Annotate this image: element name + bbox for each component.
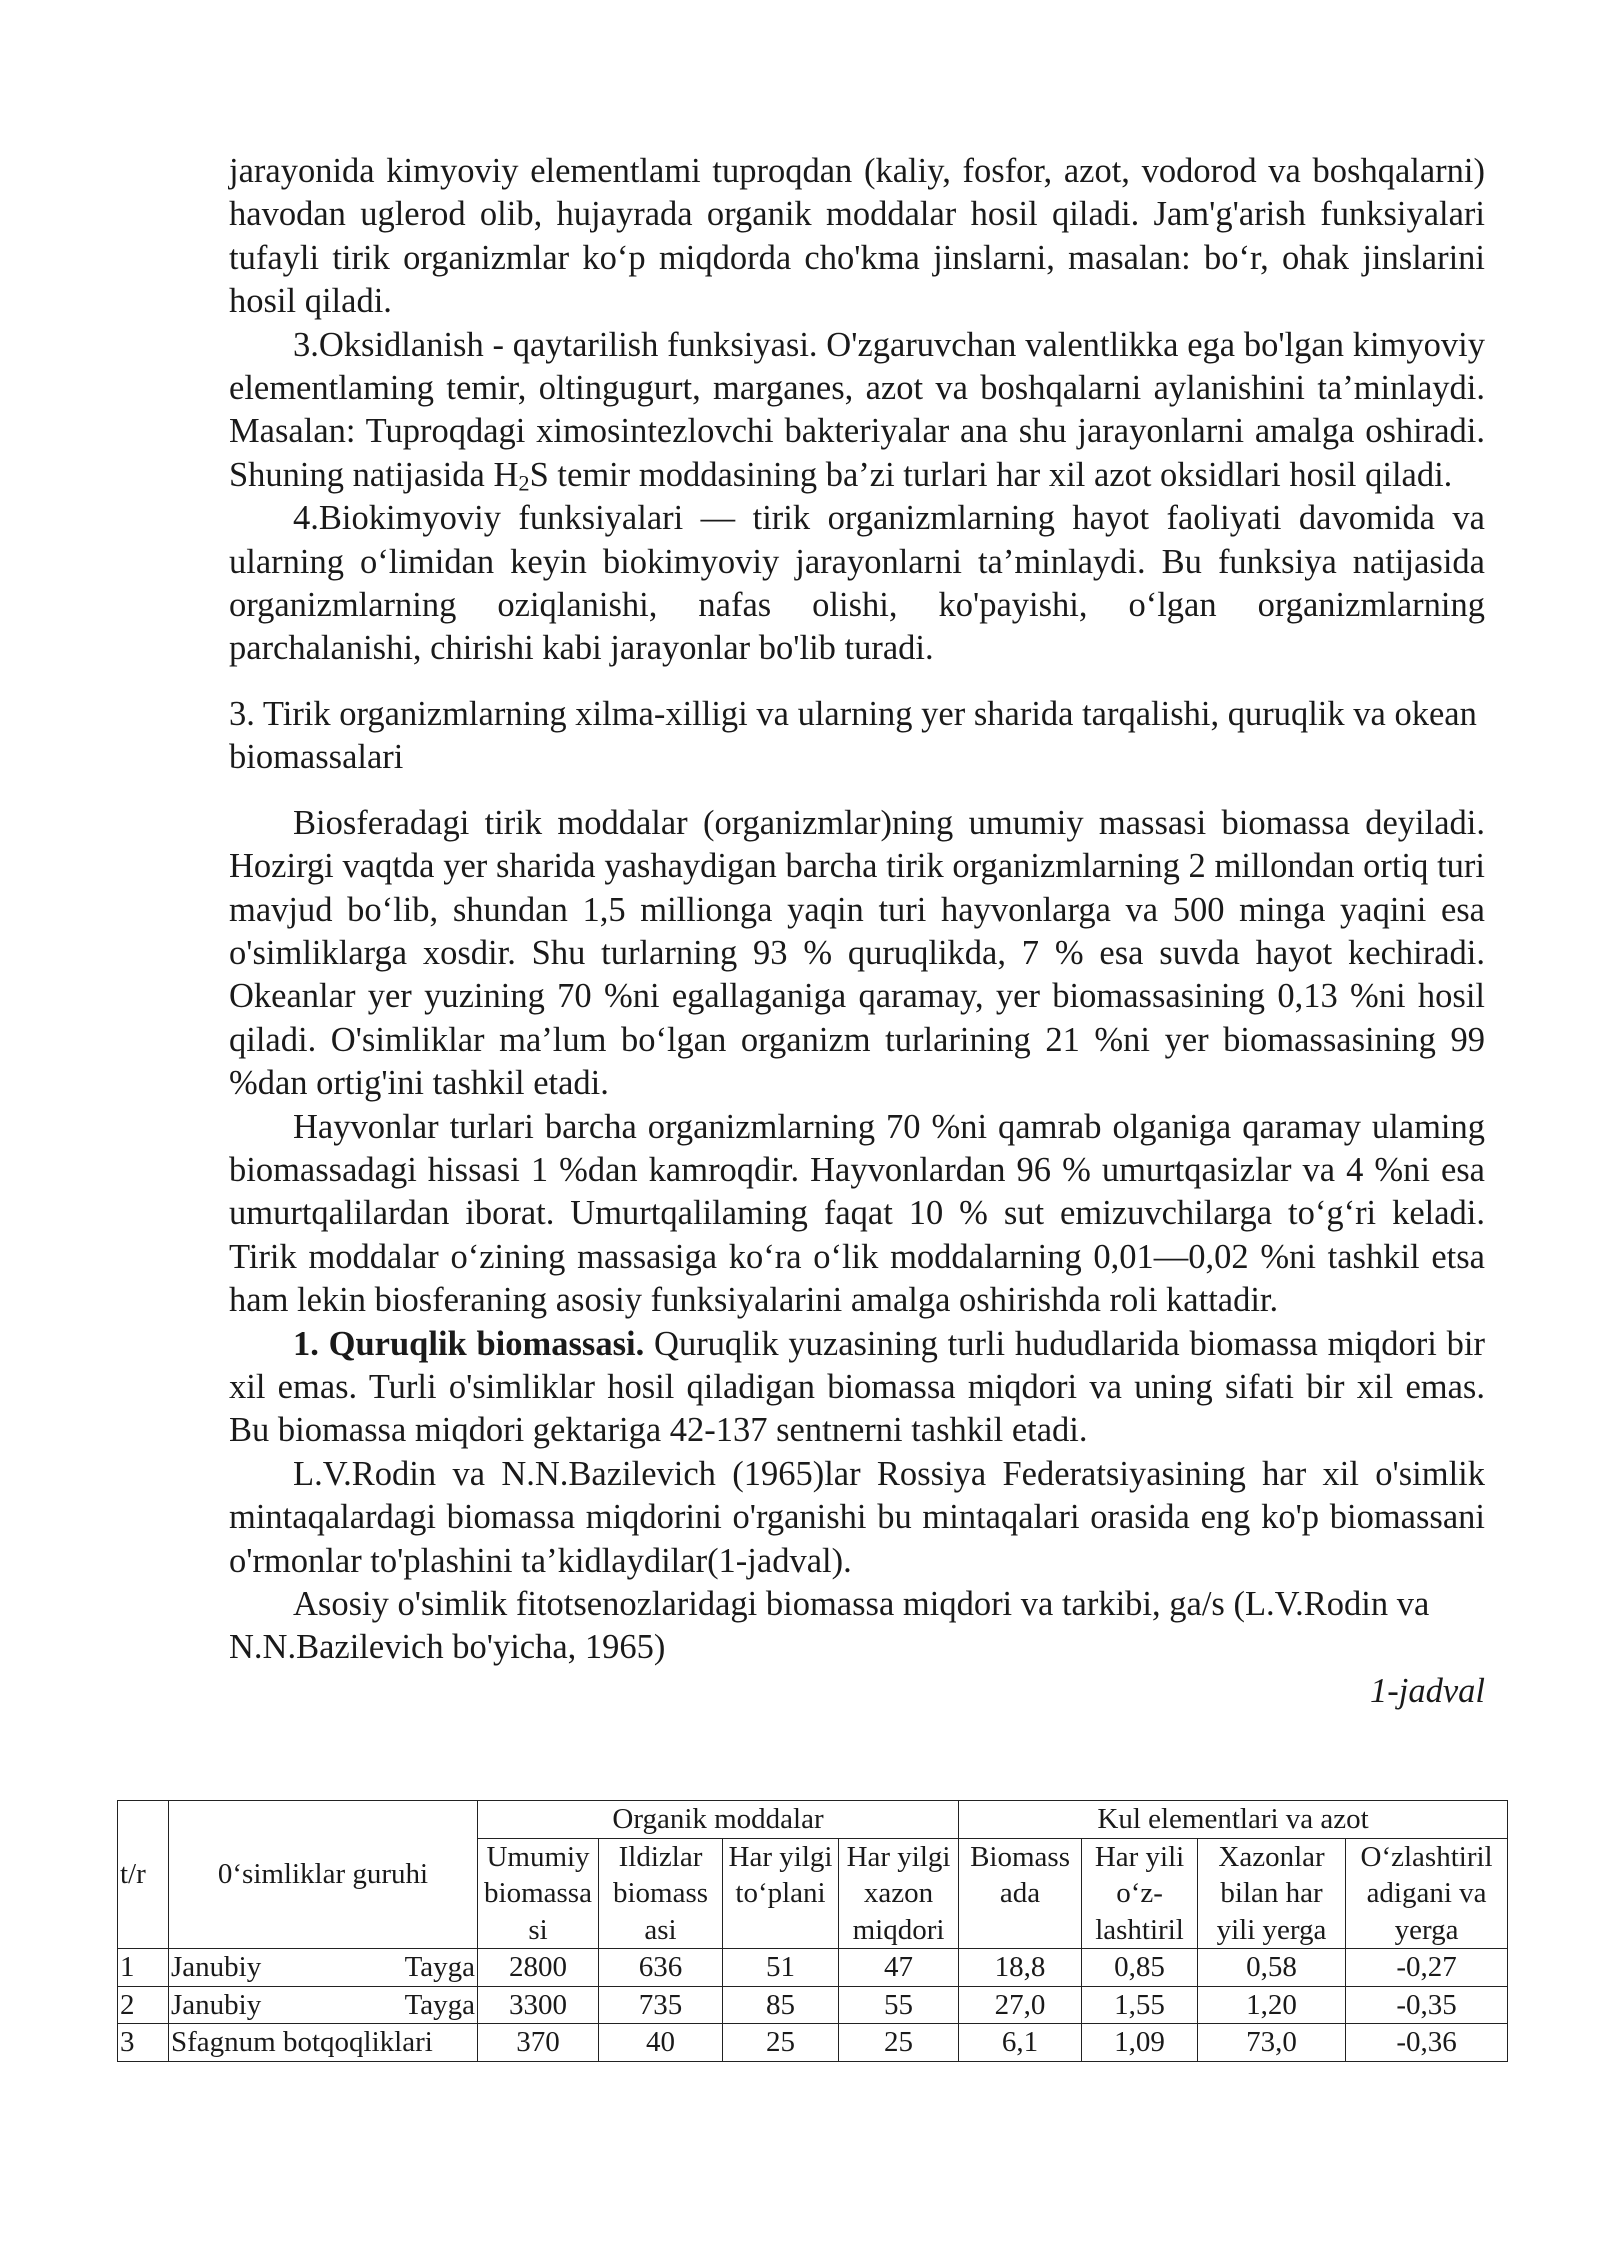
- cell-name: Sfagnum botqoqliklari: [169, 2024, 478, 2062]
- table-row: [118, 1986, 1508, 2024]
- cell-index: 3: [118, 2024, 169, 2062]
- table-header-row: [118, 1801, 1508, 1839]
- header-plant-group: 0‘simliklar guruhi: [169, 1801, 478, 1949]
- header-cell: Biomass ada: [959, 1838, 1082, 1949]
- cell-value: 18,8: [959, 1949, 1082, 1987]
- header-cell: Umumiy biomassa si: [478, 1838, 599, 1949]
- cell-value: -0,27: [1346, 1949, 1508, 1987]
- cell-index: 1: [118, 1949, 169, 1987]
- paragraph-text: Quruqlik yuzasining turli hududlarida biomassa miqdori bir xil emas. Turli o'simliklar hosil qiladigan biomassa miqdori va uning sifati bir xil emas. Bu biomassa miqdori gektariga 42-137 sentnerni tashkil etadi.: [229, 1324, 1485, 1450]
- paragraph-oxidation: [229, 324, 1485, 498]
- paragraph-text: Biokimyoviy funksiyalari — tirik organizmlarning hayot faoliyati davomida va ularning o‘limidan keyin biokimyoviy jarayonlarni ta’minlaydi. Bu funksiya natijasida organizmlarning oziqlanishi, nafas olishi, ko'payishi, o‘lgan organizmlarning parchalanishi, chirishi kabi jarayonlar bo'lib turadi.: [229, 499, 1485, 668]
- cell-value: 0,85: [1082, 1949, 1198, 1987]
- header-cell: O‘zlashtiril adigani va yerga: [1346, 1838, 1508, 1949]
- cell-value: 636: [599, 1949, 723, 1987]
- paragraph: jarayonida kimyoviy elementlami tuproqdan (kaliy, fosfor, azot, vodorod va boshqalarni) havodan uglerod olib, hujayrada organik moddalar hosil qiladi. Jam'g'arish funksiyalari tufayli tirik organizmlar ko‘p miqdorda cho'kma jinslarni, masalan: bo‘r, ohak jinslarini hosil qiladi.: [229, 152, 1485, 321]
- cell-value: 3300: [478, 1986, 599, 2024]
- cell-value: 25: [723, 2024, 839, 2062]
- cell-name: Janubiy Tayga: [169, 1986, 478, 2024]
- cell-value: 47: [839, 1949, 959, 1987]
- header-cell: Har yilgi xazon miqdori: [839, 1838, 959, 1949]
- cell-value: 25: [839, 2024, 959, 2062]
- table-caption: Asosiy o'simlik fitotsenozlaridagi biomassa miqdori va tarkibi, ga/s (L.V.Rodin va N.N.Bazilevich bo'yicha, 1965): [229, 1585, 1430, 1667]
- cell-value: 27,0: [959, 1986, 1082, 2024]
- cell-index: 2: [118, 1986, 169, 2024]
- cell-value: 2800: [478, 1949, 599, 1987]
- document-body: [229, 150, 1485, 1713]
- cell-value: 40: [599, 2024, 723, 2062]
- paragraph-biochemical: [229, 497, 1485, 671]
- bold-heading: 1. Quruqlik biomassasi.: [293, 1324, 645, 1363]
- header-tr: t/r: [118, 1801, 169, 1949]
- section-heading: 3. Tirik organizmlarning xilma-xilligi va ularning yer sharida tarqalishi, quruqlik va okean biomassalari: [229, 694, 1477, 777]
- list-number: 4.: [293, 499, 319, 538]
- cell-value: 55: [839, 1986, 959, 2024]
- cell-value: 1,20: [1198, 1986, 1346, 2024]
- cell-value: 1,55: [1082, 1986, 1198, 2024]
- header-cell: Har yilgi to‘plani: [723, 1838, 839, 1949]
- table-row: [118, 1949, 1508, 1987]
- header-cell: Xazonlar bilan har yili yerga: [1198, 1838, 1346, 1949]
- header-ash: Kul elementlari va azot: [959, 1801, 1508, 1839]
- paragraph-text: Oksidlanish - qaytarilish funksiyasi. O'zgaruvchan valentlikka ega bo'lgan kimyoviy elementlaming temir, oltingugurt, marganes, azot va boshqalarni aylanishini ta’minlaydi. Masalan: Tuproqdagi ximosintezlovchi bakteriyalar ana shu jarayonlarni amalga oshiradi. Shuning natijasida H: [229, 325, 1485, 494]
- cell-value: 370: [478, 2024, 599, 2062]
- subscript: 2: [518, 470, 530, 496]
- paragraph-land-biomass: [229, 1323, 1485, 1453]
- cell-value: 1,09: [1082, 2024, 1198, 2062]
- biomass-table: [117, 1800, 1508, 2062]
- header-organic: Organik moddalar: [478, 1801, 959, 1839]
- header-cell: Har yili o‘z-lashtiril: [1082, 1838, 1198, 1949]
- cell-value: 73,0: [1198, 2024, 1346, 2062]
- cell-value: 85: [723, 1986, 839, 2024]
- list-number: 3.: [293, 325, 319, 364]
- paragraph: Biosferadagi tirik moddalar (organizmlar)ning umumiy massasi biomassa deyiladi. Hozirgi vaqtda yer sharida yashaydigan barcha tirik organizmlarning 2 millondan ortiq turi mavjud bo‘lib, shundan 1,5 millionga yaqin turi hayvonlarga va 500 minga yaqini esa o'simliklarga xosdir. Shu turlarning 93 % quruqlikda, 7 % esa suvda hayot kechiradi. Okeanlar yer yuzining 70 %ni egallaganiga qaramay, yer biomassasining 0,13 %ni hosil qiladi. O'simliklar ma’lum bo‘lgan organizm turlarining 21 %ni yer biomassasining 99 %dan ortig'ini tashkil etadi.: [229, 803, 1485, 1103]
- cell-value: -0,36: [1346, 2024, 1508, 2062]
- table-label: 1-jadval: [1370, 1671, 1485, 1710]
- cell-value: 0,58: [1198, 1949, 1346, 1987]
- paragraph: L.V.Rodin va N.N.Bazilevich (1965)lar Rossiya Federatsiyasining har xil o'simlik mintaqalardagi biomassa miqdorini o'rganishi bu mintaqalari orasida eng ko'p biomassani o'rmonlar to'plashini ta’kidlaydilar(1-jadval).: [229, 1454, 1485, 1580]
- paragraph: Hayvonlar turlari barcha organizmlarning 70 %ni qamrab olganiga qaramay ulaming biomassadagi hissasi 1 %dan kamroqdir. Hayvonlardan 96 % umurtqasizlar va 4 %ni esa umurtqalilardan iborat. Umurtqalilaming faqat 10 % sut emizuvchilarga to‘g‘ri keladi. Tirik moddalar o‘zining massasiga ko‘ra o‘lik moddalarning 0,01—0,02 %ni tashkil etsa ham lekin biosferaning asosiy funksiyalarini amalga oshirishda roli kattadir.: [229, 1107, 1485, 1320]
- cell-value: 51: [723, 1949, 839, 1987]
- table-row: [118, 2024, 1508, 2062]
- cell-value: 735: [599, 1986, 723, 2024]
- paragraph-text: S temir moddasining ba’zi turlari har xil azot oksidlari hosil qiladi.: [529, 455, 1453, 494]
- cell-value: 6,1: [959, 2024, 1082, 2062]
- cell-name: Janubiy Tayga: [169, 1949, 478, 1987]
- header-cell: Ildizlar biomass asi: [599, 1838, 723, 1949]
- cell-value: -0,35: [1346, 1986, 1508, 2024]
